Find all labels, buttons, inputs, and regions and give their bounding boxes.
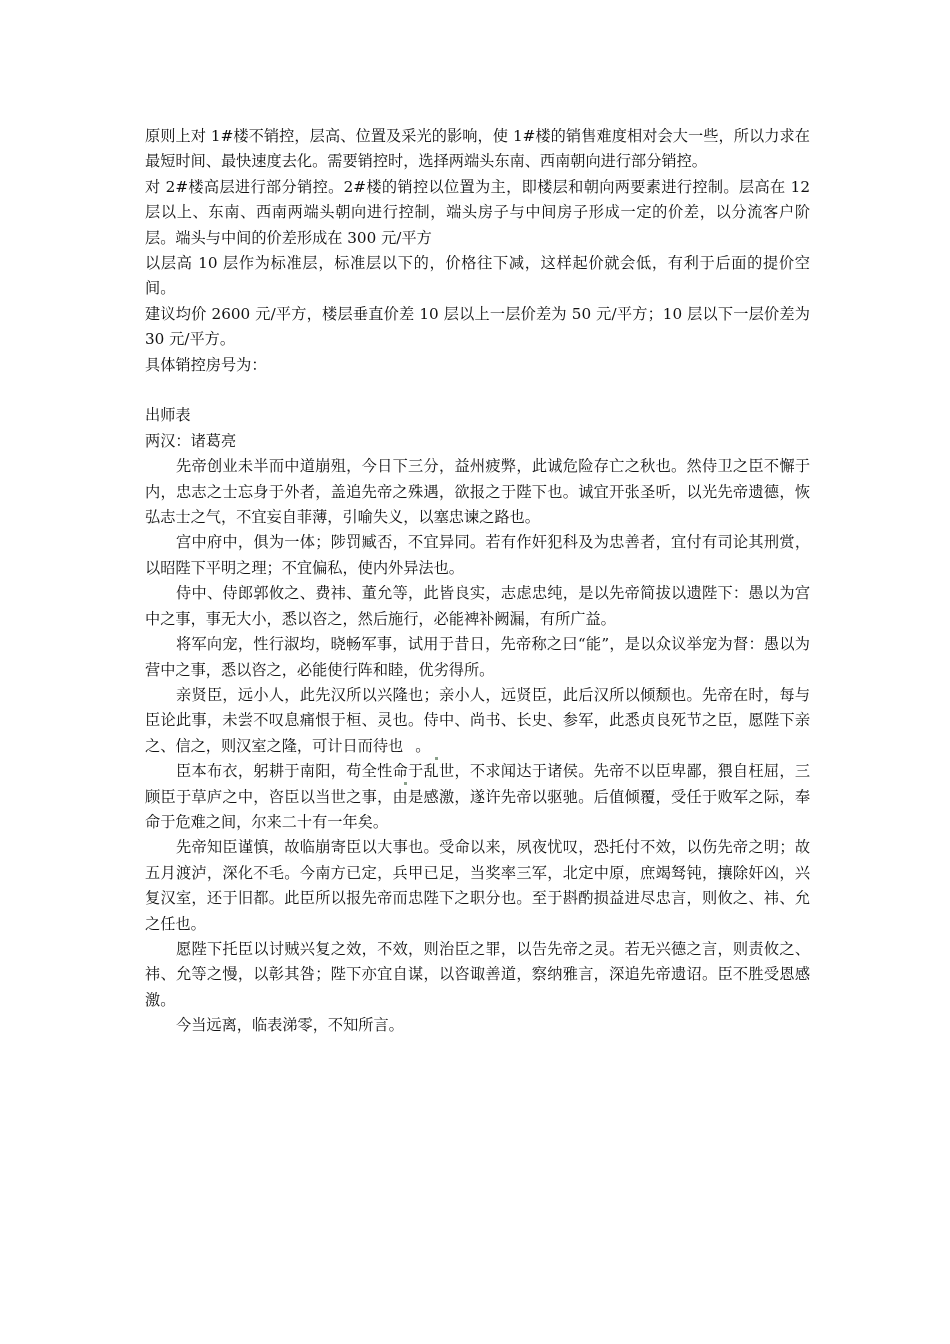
essay-paragraph-end: 。 (415, 736, 431, 755)
essay-paragraph: 将军向宠，性行淑均，晓畅军事，试用于昔日，先帝称之曰“能”，是以众议举宠为督：愚以为营中之事，悉以咨之，必能使行阵和睦，优劣得所。 (145, 635, 810, 679)
essay-paragraph (145, 683, 810, 759)
embedded-mark-icon (404, 743, 414, 751)
essay-paragraph: 臣本布衣，躬耕于南阳，苟全性命于乱世，不求闻达于诸侯。先帝不以臣卑鄙，猥自枉屈，三顾臣于草庐之中，咨臣以当世之事，由是感激，遂许先帝以驱驰。后值倾覆，受任于败军之际，奉命于危难之间，尔来二十有一年矣。 (145, 762, 810, 831)
paragraph: 以层高 10 层作为标准层，标准层以下的，价格往下减，这样起价就会低，有利于后面的提价空间。 (145, 254, 810, 298)
essay-paragraph: 先帝创业未半而中道崩殂，今日下三分，益州疲弊，此诚危险存亡之秋也。然侍卫之臣不懈于内，忠志之士忘身于外者，盖追先帝之殊遇，欲报之于陛下也。诚宜开张圣听，以光先帝遗德，恢弘志士之气，不宜妄自菲薄，引喻失义，以塞忠谏之路也。 (145, 457, 810, 527)
essay-paragraph: 先帝知臣谨慎，故临崩寄臣以大事也。受命以来，夙夜忧叹，恐托付不效，以伤先帝之明；故五月渡泸，深化不毛。今南方已定，兵甲已足，当奖率三军，北定中原，庶竭驽钝，攘除奸凶，兴复汉室，还于旧都。此臣所以报先帝而忠陛下之职分也。至于斟酌损益进尽忠言，则攸之、祎、允之任也。 (145, 838, 810, 933)
essay-paragraph: 宫中府中，俱为一体；陟罚臧否，不宜异同。若有作奸犯科及为忠善者，宜付有司论其刑赏，以昭陛下平明之理；不宜偏私，使内外异法也。 (145, 533, 810, 577)
essay-author: 两汉：诸葛亮 (145, 431, 237, 450)
blank-line (145, 378, 810, 403)
paragraph: 建议均价 2600 元/平方，楼层垂直价差 10 层以上一层价差为 50 元/平方；10 层以下一层价差为 30 元/平方。 (145, 304, 810, 349)
paragraph: 原则上对 1#楼不销控，层高、位置及采光的影响，使 1#楼的销售难度相对会大一些，所以力求在最短时间、最快速度去化。需要销控时，选择两端头东南、西南朝向进行部分销控。 (145, 127, 810, 171)
essay-title: 出师表 (145, 406, 191, 425)
essay-paragraph: 愿陛下托臣以讨贼兴复之效，不效，则治臣之罪，以告先帝之灵。若无兴德之言，则责攸之、祎、允等之慢，以彰其咎；陛下亦宜自谋，以咨诹善道，察纳雅言，深追先帝遗诏。臣不胜受恩感激。 (145, 939, 810, 1009)
paragraph: 具体销控房号为： (145, 355, 267, 374)
essay-paragraph: 今当远离，临表涕零，不知所言。 (176, 1016, 404, 1035)
essay-paragraph-text: 亲贤臣，远小人，此先汉所以兴隆也；亲小人，远贤臣，此后汉所以倾颓也。先帝在时，每与臣论此事，未尝不叹息痛恨于桓、灵也。侍中、尚书、长史、参军，此悉贞良死节之臣，愿陛下亲之、信之，则汉室之隆，可计日而待也 (145, 685, 810, 755)
paragraph: 对 2#楼高层进行部分销控。2#楼的销控以位置为主，即楼层和朝向两要素进行控制。层高在 12 层以上、东南、西南两端头朝向进行控制，端头房子与中间房子形成一定的价差，以分流客户阶层。端头与中间的价差形成在 300 元/平方 (145, 177, 810, 247)
document-page (145, 124, 810, 1039)
essay-paragraph: 侍中、侍郎郭攸之、费祎、董允等，此皆良实，志虑忠纯，是以先帝简拔以遗陛下：愚以为宫中之事，事无大小，悉以咨之，然后施行，必能裨补阙漏，有所广益。 (145, 584, 810, 628)
